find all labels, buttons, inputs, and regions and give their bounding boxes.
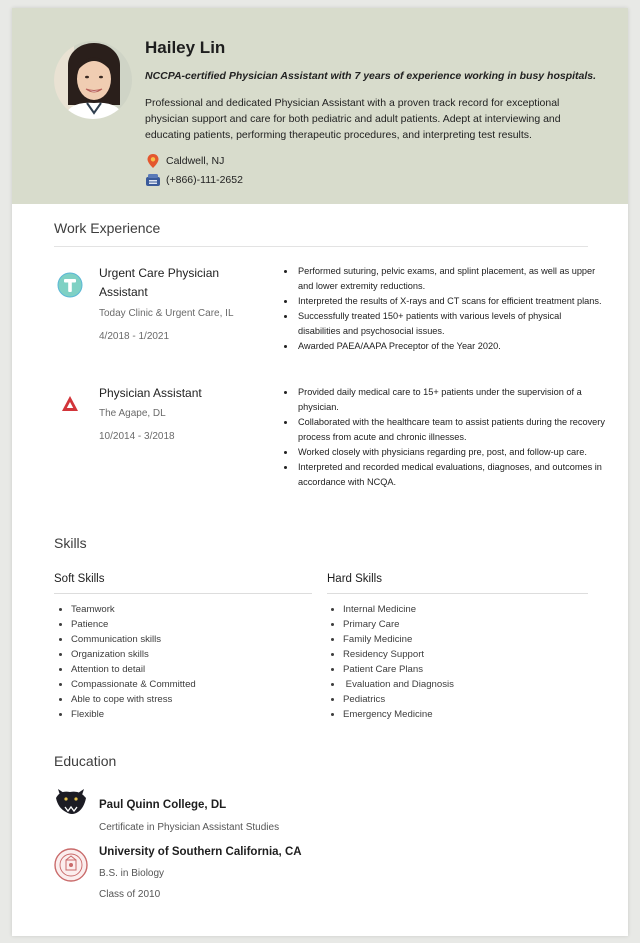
candidate-name: Hailey Lin — [145, 38, 226, 57]
soft-skill-item: • Flexible — [71, 707, 196, 722]
soft-skills-list — [56, 602, 196, 722]
job-bullet: • Collaborated with the healthcare team to assist patients during the recovery process from acute and chronic illnesses. — [296, 415, 606, 445]
hard-skill-item: • Family Medicine — [343, 632, 454, 647]
job-title: Physician Assistant — [99, 386, 202, 400]
section-divider — [54, 246, 588, 247]
resume-header — [12, 8, 628, 204]
job-bullet: • Interpreted and recorded medical evaluations, diagnoses, and outcomes in accordance with NCQA. — [296, 460, 606, 490]
phone-row — [145, 172, 243, 188]
soft-skill-item: • Able to cope with stress — [71, 692, 196, 707]
job-bullet: • Awarded PAEA/AAPA Preceptor of the Year 2020. — [296, 339, 606, 354]
hard-skill-item: • Evaluation and Diagnosis — [343, 677, 454, 692]
teal-circle-t-logo-icon — [57, 272, 83, 298]
job-bullets — [282, 385, 606, 490]
hard-skills-heading: Hard Skills — [327, 573, 382, 585]
skills-title: Skills — [54, 535, 87, 551]
job-bullet: • Performed suturing, pelvic exams, and splint placement, as well as upper and lower extremity reductions. — [296, 264, 606, 294]
hard-skill-item: • Primary Care — [343, 617, 454, 632]
hard-skill-item: • Residency Support — [343, 647, 454, 662]
job-company: The Agape, DL — [99, 408, 166, 419]
school-name: Paul Quinn College, DL — [99, 799, 227, 811]
location-text: Caldwell, NJ — [166, 155, 225, 167]
location-row — [145, 153, 224, 169]
soft-skill-item: • Patience — [71, 617, 196, 632]
summary: Professional and dedicated Physician Assistant with a proven track record for exceptional physician support and care for both pediatric and adult patients. Adept at interviewing and educating patients, performing therapeutic procedures, and interpreting test results. — [145, 97, 561, 141]
usc-seal-logo-icon — [54, 848, 88, 882]
education-title: Education — [54, 753, 117, 769]
job-dates: 10/2014 - 3/2018 — [99, 431, 175, 442]
phone-icon — [145, 172, 161, 188]
hard-skill-item: • Internal Medicine — [343, 602, 454, 617]
phone-text: (+866)-111-2652 — [166, 174, 243, 186]
soft-skill-item: • Teamwork — [71, 602, 196, 617]
soft-skill-item: • Communication skills — [71, 632, 196, 647]
hard-skill-item: • Patient Care Plans — [343, 662, 454, 677]
job-bullet: • Worked closely with physicians regarding pre, post, and follow-up care. — [296, 445, 606, 460]
job-bullet: • Provided daily medical care to 15+ patients under the supervision of a physician. — [296, 385, 606, 415]
panther-logo-icon — [54, 786, 88, 820]
soft-skill-item: • Compassionate & Committed — [71, 677, 196, 692]
work-experience-title: Work Experience — [54, 220, 161, 236]
school-name: University of Southern California, CA — [99, 846, 302, 858]
soft-skills-divider — [54, 593, 312, 594]
soft-skills-heading: Soft Skills — [54, 573, 105, 585]
red-a-logo-icon — [60, 394, 86, 420]
hard-skill-item: • Pediatrics — [343, 692, 454, 707]
headline: NCCPA-certified Physician Assistant with 7 years of experience working in busy hospitals. — [145, 70, 597, 82]
avatar — [54, 41, 132, 119]
school-class-year: Class of 2010 — [99, 889, 161, 900]
school-degree: Certificate in Physician Assistant Studies — [99, 822, 280, 833]
soft-skill-item: • Organization skills — [71, 647, 196, 662]
hard-skill-item: • Emergency Medicine — [343, 707, 454, 722]
soft-skill-item: • Attention to detail — [71, 662, 196, 677]
job-bullet: • Successfully treated 150+ patients with various levels of physical disabilities and psychosocial issues. — [296, 309, 606, 339]
hard-skills-divider — [327, 593, 588, 594]
job-dates: 4/2018 - 1/2021 — [99, 331, 170, 342]
hard-skills-list — [328, 602, 454, 722]
school-degree: B.S. in Biology — [99, 868, 165, 879]
job-bullet: • Interpreted the results of X-rays and CT scans for efficient treatment plans. — [296, 294, 606, 309]
location-pin-icon — [145, 153, 161, 169]
job-title: Urgent Care Physician Assistant — [99, 266, 220, 299]
resume-page — [12, 8, 628, 936]
job-company: Today Clinic & Urgent Care, IL — [99, 308, 234, 319]
job-bullets — [282, 264, 606, 354]
